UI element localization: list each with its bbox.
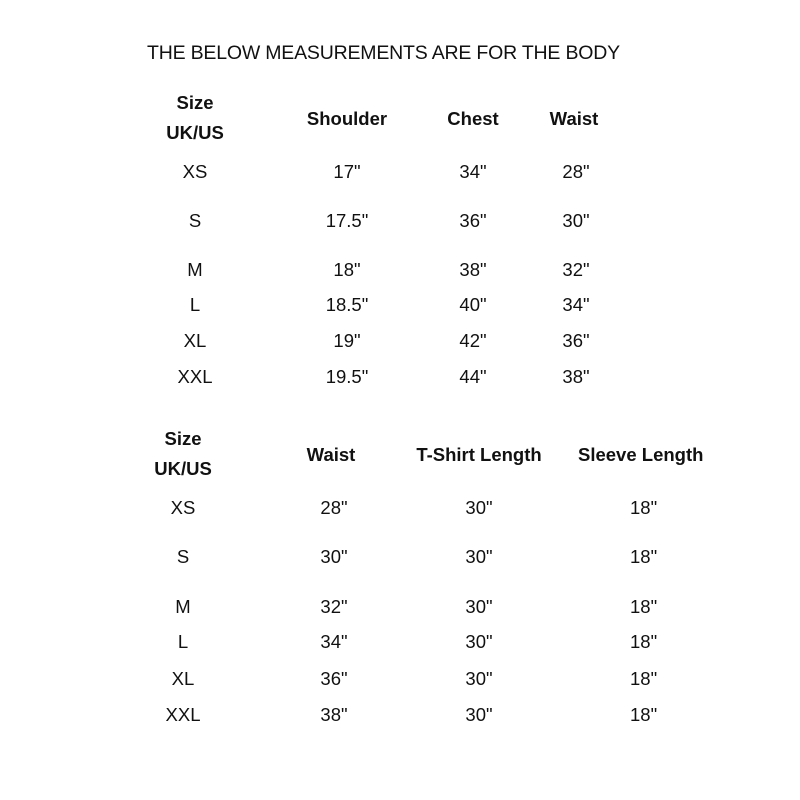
column-header-waist: Waist xyxy=(549,108,599,129)
size-header-line1: Size xyxy=(176,92,214,113)
column-header-tshirt-length: T-Shirt Length xyxy=(416,444,542,465)
size-header-line2: UK/US xyxy=(154,458,212,479)
page-heading: THE BELOW MEASUREMENTS ARE FOR THE BODY xyxy=(147,42,620,64)
row-sleeve-length: 18" xyxy=(630,631,658,652)
column-header-chest: Chest xyxy=(447,108,499,129)
row-chest: 42" xyxy=(459,330,487,351)
row-size: S xyxy=(188,210,202,231)
row-size: XXL xyxy=(165,704,201,725)
row-chest: 40" xyxy=(459,294,487,315)
row-waist: 34" xyxy=(562,294,590,315)
row-size: L xyxy=(189,294,201,315)
row-waist: 28" xyxy=(320,497,348,518)
column-header-shoulder: Shoulder xyxy=(306,108,388,129)
row-size: M xyxy=(175,596,191,617)
row-waist: 34" xyxy=(320,631,348,652)
row-sleeve-length: 18" xyxy=(630,596,658,617)
row-waist: 30" xyxy=(320,546,348,567)
size-header-line1: Size xyxy=(164,428,202,449)
row-size: XS xyxy=(170,497,196,518)
row-waist: 36" xyxy=(562,330,590,351)
row-sleeve-length: 18" xyxy=(630,704,658,725)
column-header-waist: Waist xyxy=(306,444,356,465)
row-shoulder: 19" xyxy=(333,330,361,351)
row-sleeve-length: 18" xyxy=(630,497,658,518)
row-tshirt-length: 30" xyxy=(465,546,493,567)
row-shoulder: 17" xyxy=(333,161,361,182)
row-size: XS xyxy=(182,161,208,182)
row-sleeve-length: 18" xyxy=(630,668,658,689)
row-waist: 36" xyxy=(320,668,348,689)
row-chest: 44" xyxy=(459,366,487,387)
row-tshirt-length: 30" xyxy=(465,704,493,725)
row-size: S xyxy=(176,546,190,567)
row-tshirt-length: 30" xyxy=(465,668,493,689)
row-shoulder: 18.5" xyxy=(325,294,369,315)
column-header-sleeve-length: Sleeve Length xyxy=(578,444,704,465)
row-shoulder: 18" xyxy=(333,259,361,280)
size-column-header xyxy=(154,424,212,484)
row-waist: 28" xyxy=(562,161,590,182)
row-shoulder: 19.5" xyxy=(325,366,369,387)
row-size: XXL xyxy=(177,366,213,387)
row-size: XL xyxy=(171,668,195,689)
row-tshirt-length: 30" xyxy=(465,631,493,652)
row-tshirt-length: 30" xyxy=(465,596,493,617)
row-size: L xyxy=(177,631,189,652)
row-shoulder: 17.5" xyxy=(325,210,369,231)
row-waist: 30" xyxy=(562,210,590,231)
row-chest: 34" xyxy=(459,161,487,182)
row-sleeve-length: 18" xyxy=(630,546,658,567)
row-waist: 38" xyxy=(320,704,348,725)
row-size: XL xyxy=(183,330,207,351)
row-chest: 38" xyxy=(459,259,487,280)
row-size: M xyxy=(187,259,203,280)
size-header-line2: UK/US xyxy=(166,122,224,143)
row-chest: 36" xyxy=(459,210,487,231)
row-waist: 38" xyxy=(562,366,590,387)
row-waist: 32" xyxy=(320,596,348,617)
row-tshirt-length: 30" xyxy=(465,497,493,518)
row-waist: 32" xyxy=(562,259,590,280)
